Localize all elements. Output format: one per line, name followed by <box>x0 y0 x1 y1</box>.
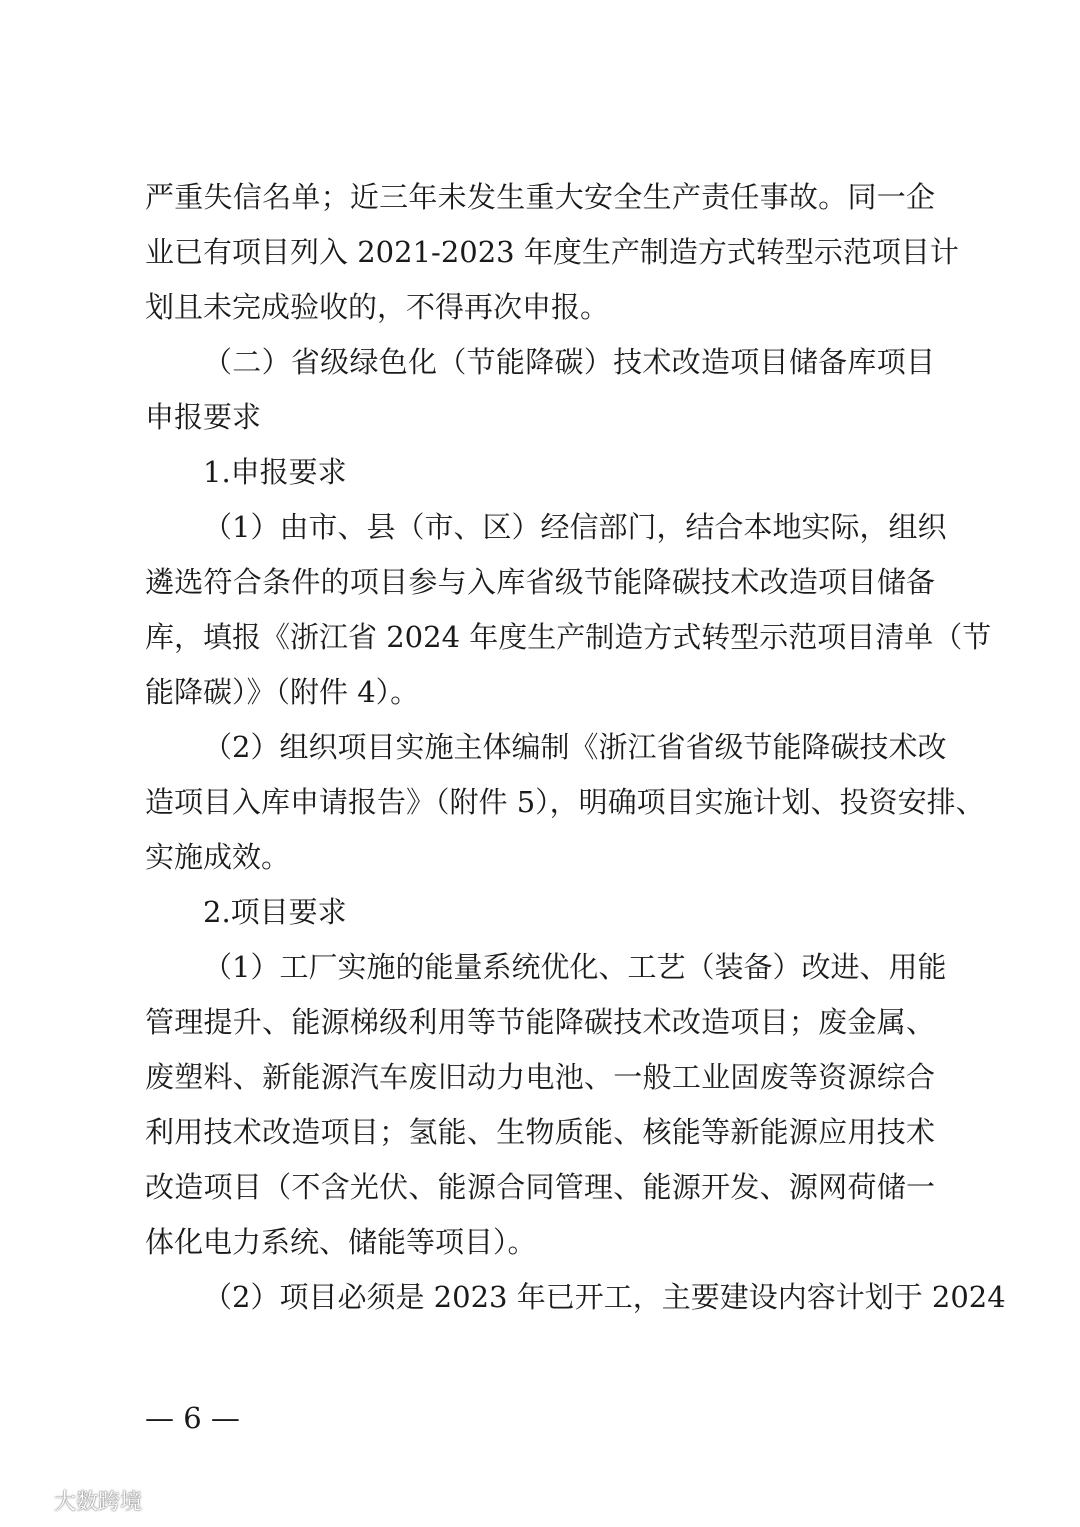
text-line: 废塑料、新能源汽车废旧动力电池、一般工业固废等资源综合 <box>145 1060 935 1094</box>
text-line: （1）由市、县（市、区）经信部门，结合本地实际，组织 <box>203 510 947 544</box>
text-line: 改造项目（不含光伏、能源合同管理、能源开发、源网荷储一 <box>145 1170 935 1204</box>
text-line: 遴选符合条件的项目参与入库省级节能降碳技术改造项目储备 <box>145 565 935 599</box>
body-text <box>145 170 1006 1325</box>
text-line: （1）工厂实施的能量系统优化、工艺（装备）改进、用能 <box>203 950 947 984</box>
text-line: 业已有项目列入 2021-2023 年度生产制造方式转型示范项目计 <box>145 235 959 269</box>
page-number: — 6 — <box>145 1401 240 1435</box>
text-line: 能降碳）》（附件 4）。 <box>145 675 420 709</box>
text-line: 申报要求 <box>145 400 262 434</box>
text-line: （二）省级绿色化（节能降碳）技术改造项目储备库项目 <box>203 345 935 379</box>
text-line: 库，填报《浙江省 2024 年度生产制造方式转型示范项目清单（节 <box>145 620 992 654</box>
watermark-text: 大数跨境 <box>54 1489 143 1515</box>
text-line: （2）组织项目实施主体编制《浙江省省级节能降碳技术改 <box>203 730 947 764</box>
text-line: 严重失信名单；近三年未发生重大安全生产责任事故。同一企 <box>145 180 935 214</box>
text-line: 2.项目要求 <box>203 895 347 929</box>
watermark <box>10 1482 142 1518</box>
text-line: 造项目入库申请报告》（附件 5），明确项目实施计划、投资安排、 <box>145 785 985 819</box>
text-line: 1.申报要求 <box>203 455 347 489</box>
text-line: 划且未完成验收的，不得再次申报。 <box>145 290 610 324</box>
text-line: 实施成效。 <box>145 840 291 874</box>
text-line: 体化电力系统、储能等项目）。 <box>145 1225 537 1259</box>
text-line: （2）项目必须是 2023 年已开工，主要建设内容计划于 2024 <box>203 1280 1006 1314</box>
text-line: 管理提升、能源梯级利用等节能降碳技术改造项目；废金属、 <box>145 1005 935 1039</box>
weibo-logo-icon <box>10 1485 48 1515</box>
text-line: 利用技术改造项目；氢能、生物质能、核能等新能源应用技术 <box>145 1115 935 1149</box>
